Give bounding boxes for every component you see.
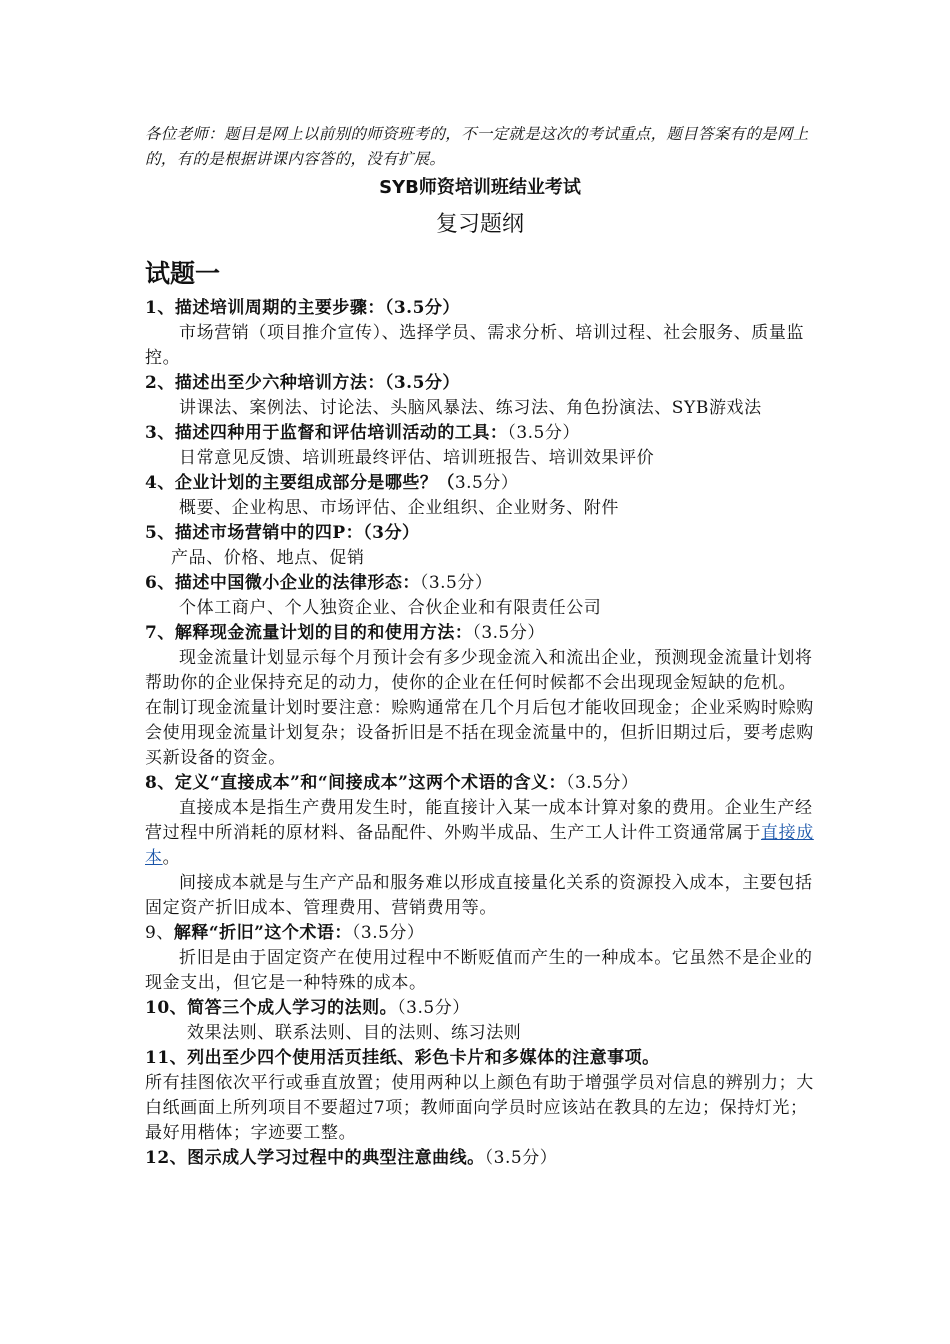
- answer-10: 效果法则、联系法则、目的法则、练习法则: [187, 1023, 522, 1043]
- question-10-score: （3.5分）: [397, 998, 470, 1018]
- answer-7-paragraph-2: 在制订现金流量计划时要注意：赊购通常在几个月后包才能收回现金；企业采购时赊购会使用现金流量计划复杂；设备折旧是不括在现金流量中的，但折旧期过后，要考虑购买新设备的资金。: [145, 698, 814, 768]
- answer-5: 产品、价格、地点、促销: [171, 548, 365, 568]
- question-10-title: 10、简答三个成人学习的法则。: [145, 998, 398, 1018]
- question-9-title: 解释“折旧”这个术语：: [173, 923, 352, 943]
- answer-9: 折旧是由于固定资产在使用过程中不断贬值而产生的一种成本。它虽然不是企业的现金支出，但它是一种特殊的成本。: [145, 948, 813, 993]
- question-11: 11、列出至少四个使用活页挂纸、彩色卡片和多媒体的注意事项。: [145, 1048, 660, 1068]
- question-7-title: 7、解释现金流量计划的目的和使用方法：: [145, 623, 473, 643]
- question-3: [145, 421, 815, 446]
- question-1: 1、描述培训周期的主要步骤：（3.5分）: [145, 298, 460, 318]
- question-4-title: 4、企业计划的主要组成部分是哪些？（: [145, 473, 455, 493]
- question-12: [145, 1146, 815, 1171]
- exam-subtitle: 复习题纲: [435, 212, 524, 237]
- question-3-score: （3.5分）: [507, 423, 580, 443]
- question-8: [145, 771, 815, 796]
- answer-4: 概要、企业构思、市场评估、企业组织、企业财务、附件: [179, 498, 619, 518]
- answer-8-text: 直接成本是指生产费用发生时，能直接计入某一成本计算对象的费用。企业生产经营过程中所消耗的原材料、备品配件、外购半成品、生产工人计件工资通常属于: [145, 798, 813, 843]
- teacher-note: 各位老师：题目是网上以前别的师资班考的，不一定就是这次的考试重点，题目答案有的是网上的，有的是根据讲课内容答的，没有扩展。: [145, 125, 809, 168]
- answer-11: 所有挂图依次平行或垂直放置；使用两种以上颜色有助于增强学员对信息的辨别力；大白纸画面上所列项目不要超过7项；教师面向学员时应该站在教具的左边；保持灯光；最好用楷体；字迹要工整。: [145, 1073, 814, 1143]
- question-3-title: 3、描述四种用于监督和评估培训活动的工具：: [145, 423, 508, 443]
- answer-6: 个体工商户、个人独资企业、合伙企业和有限责任公司: [179, 598, 602, 618]
- exam-title: SYB师资培训班结业考试: [379, 177, 581, 198]
- question-6-score: （3.5分）: [419, 573, 493, 593]
- answer-7-paragraph-1: 现金流量计划显示每个月预计会有多少现金流入和流出企业，预测现金流量计划将帮助你的企业保持充足的动力，使你的企业在任何时候都不会出现现金短缺的危机。: [145, 648, 813, 693]
- answer-8-paragraph-1: [145, 796, 815, 871]
- question-6: [145, 571, 815, 596]
- answer-3: 日常意见反馈、培训班最终评估、培训班报告、培训效果评价: [179, 448, 655, 468]
- answer-1: 市场营销（项目推介宣传）、选择学员、需求分析、培训过程、社会服务、质量监控。: [145, 323, 805, 368]
- question-7: [145, 621, 815, 646]
- question-10: [145, 996, 815, 1021]
- question-6-title: 6、描述中国微小企业的法律形态：: [145, 573, 420, 593]
- question-9: [145, 921, 815, 946]
- question-4: [145, 471, 815, 496]
- document-page: [145, 122, 815, 1171]
- question-12-score: （3.5分）: [484, 1148, 558, 1168]
- question-4-score: 3.5分）: [454, 473, 519, 493]
- question-8-score: （3.5分）: [565, 773, 639, 793]
- answer-8-paragraph-2: 间接成本就是与生产产品和服务难以形成直接量化关系的资源投入成本，主要包括固定资产折旧成本、管理费用、营销费用等。: [145, 873, 813, 918]
- question-8-title: 8、定义“直接成本”和“间接成本”这两个术语的含义：: [145, 773, 566, 793]
- question-9-number: 9、: [145, 923, 174, 943]
- question-7-score: （3.5分）: [472, 623, 545, 643]
- question-12-title: 12、图示成人学习过程中的典型注意曲线。: [145, 1148, 485, 1168]
- section-heading: 试题一: [145, 259, 221, 288]
- question-5: 5、描述市场营销中的四P：（3分）: [145, 523, 420, 543]
- answer-2: 讲课法、案例法、讨论法、头脑风暴法、练习法、角色扮演法、SYB游戏法: [179, 398, 762, 418]
- answer-8-end: 。: [162, 848, 181, 868]
- question-2: 2、描述出至少六种培训方法：（3.5分）: [145, 373, 460, 393]
- direct-cost-link[interactable]: 直接成本: [145, 823, 814, 868]
- question-9-score: （3.5分）: [351, 923, 425, 943]
